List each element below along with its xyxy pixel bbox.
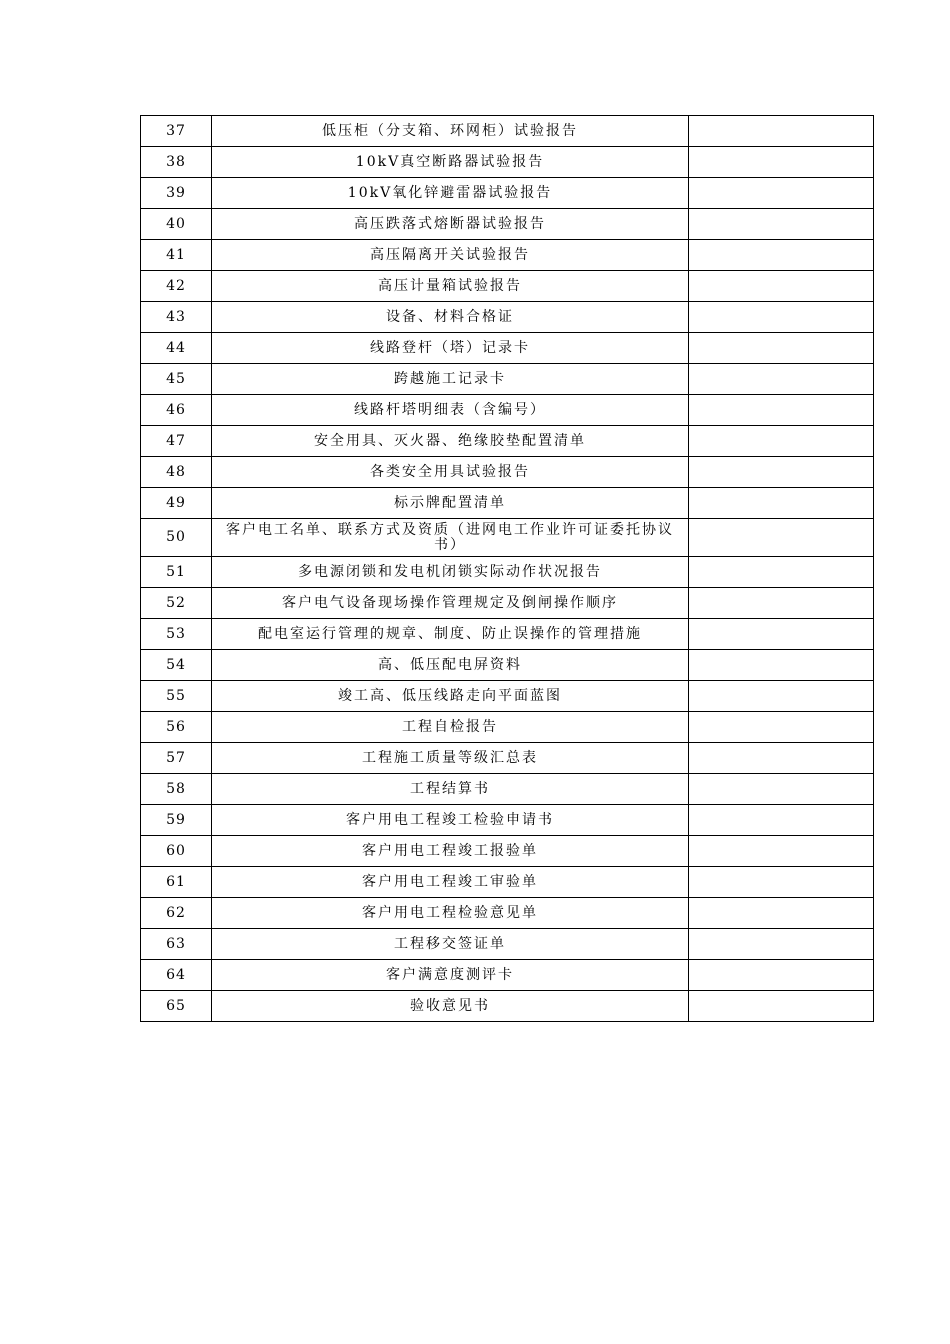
row-document-name: 工程施工质量等级汇总表 [212, 743, 689, 774]
row-document-name: 线路登杆（塔）记录卡 [212, 333, 689, 364]
row-document-name: 工程自检报告 [212, 712, 689, 743]
row-remark-cell [689, 426, 874, 457]
table-row [141, 991, 874, 1022]
row-remark-cell [689, 178, 874, 209]
row-document-name: 设备、材料合格证 [212, 302, 689, 333]
row-remark-cell [689, 774, 874, 805]
table-row [141, 333, 874, 364]
row-number: 39 [141, 178, 212, 209]
row-document-name: 10kV氧化锌避雷器试验报告 [212, 178, 689, 209]
row-remark-cell [689, 488, 874, 519]
row-document-name: 客户满意度测评卡 [212, 960, 689, 991]
row-number: 47 [141, 426, 212, 457]
row-remark-cell [689, 836, 874, 867]
row-number: 55 [141, 681, 212, 712]
row-document-name: 工程结算书 [212, 774, 689, 805]
row-document-name: 多电源闭锁和发电机闭锁实际动作状况报告 [212, 557, 689, 588]
row-number: 59 [141, 805, 212, 836]
row-number: 64 [141, 960, 212, 991]
row-document-name: 客户用电工程竣工检验申请书 [212, 805, 689, 836]
row-remark-cell [689, 557, 874, 588]
table-row [141, 488, 874, 519]
table-row [141, 650, 874, 681]
row-document-name: 验收意见书 [212, 991, 689, 1022]
row-remark-cell [689, 929, 874, 960]
row-number: 50 [141, 519, 212, 557]
row-remark-cell [689, 743, 874, 774]
row-number: 62 [141, 898, 212, 929]
row-number: 42 [141, 271, 212, 302]
row-number: 46 [141, 395, 212, 426]
row-document-name: 工程移交签证单 [212, 929, 689, 960]
row-number: 63 [141, 929, 212, 960]
row-document-name: 客户用电工程检验意见单 [212, 898, 689, 929]
table-row [141, 774, 874, 805]
row-number: 65 [141, 991, 212, 1022]
row-remark-cell [689, 991, 874, 1022]
table-row [141, 240, 874, 271]
table-row [141, 681, 874, 712]
row-document-name: 客户电气设备现场操作管理规定及倒闸操作顺序 [212, 588, 689, 619]
row-document-name: 客户用电工程竣工审验单 [212, 867, 689, 898]
row-document-name: 配电室运行管理的规章、制度、防止误操作的管理措施 [212, 619, 689, 650]
table-row [141, 836, 874, 867]
table-row [141, 519, 874, 557]
row-document-name: 高压隔离开关试验报告 [212, 240, 689, 271]
table-row [141, 147, 874, 178]
row-document-name: 高压跌落式熔断器试验报告 [212, 209, 689, 240]
table-row [141, 364, 874, 395]
row-remark-cell [689, 333, 874, 364]
row-document-name: 竣工高、低压线路走向平面蓝图 [212, 681, 689, 712]
row-document-name: 高、低压配电屏资料 [212, 650, 689, 681]
row-number: 51 [141, 557, 212, 588]
row-document-name: 标示牌配置清单 [212, 488, 689, 519]
row-document-name: 客户电工名单、联系方式及资质（进网电工作业许可证委托协议书） [212, 519, 689, 557]
row-document-name: 跨越施工记录卡 [212, 364, 689, 395]
row-remark-cell [689, 588, 874, 619]
row-number: 48 [141, 457, 212, 488]
row-remark-cell [689, 395, 874, 426]
table-row [141, 457, 874, 488]
table-row [141, 929, 874, 960]
row-document-name: 安全用具、灭火器、绝缘胶垫配置清单 [212, 426, 689, 457]
row-document-name: 高压计量箱试验报告 [212, 271, 689, 302]
row-number: 38 [141, 147, 212, 178]
row-number: 40 [141, 209, 212, 240]
row-number: 61 [141, 867, 212, 898]
document-checklist-table [140, 115, 874, 1022]
row-document-name: 低压柜（分支箱、环网柜）试验报告 [212, 116, 689, 147]
table-row [141, 712, 874, 743]
table-row [141, 271, 874, 302]
row-number: 37 [141, 116, 212, 147]
row-remark-cell [689, 960, 874, 991]
table-row [141, 588, 874, 619]
row-number: 52 [141, 588, 212, 619]
row-number: 54 [141, 650, 212, 681]
table-row [141, 302, 874, 333]
row-remark-cell [689, 619, 874, 650]
table-row [141, 867, 874, 898]
row-remark-cell [689, 240, 874, 271]
row-remark-cell [689, 681, 874, 712]
row-remark-cell [689, 209, 874, 240]
row-remark-cell [689, 364, 874, 395]
row-number: 41 [141, 240, 212, 271]
table-row [141, 743, 874, 774]
row-number: 56 [141, 712, 212, 743]
row-document-name: 各类安全用具试验报告 [212, 457, 689, 488]
table-row [141, 960, 874, 991]
row-number: 49 [141, 488, 212, 519]
row-remark-cell [689, 650, 874, 681]
row-remark-cell [689, 867, 874, 898]
row-remark-cell [689, 898, 874, 929]
row-remark-cell [689, 302, 874, 333]
table-row [141, 898, 874, 929]
row-remark-cell [689, 805, 874, 836]
row-remark-cell [689, 712, 874, 743]
row-remark-cell [689, 519, 874, 557]
row-document-name: 10kV真空断路器试验报告 [212, 147, 689, 178]
row-number: 43 [141, 302, 212, 333]
row-number: 57 [141, 743, 212, 774]
table-row [141, 805, 874, 836]
table-row [141, 426, 874, 457]
table-row [141, 557, 874, 588]
row-remark-cell [689, 271, 874, 302]
row-document-name: 客户用电工程竣工报验单 [212, 836, 689, 867]
table-row [141, 178, 874, 209]
row-document-name: 线路杆塔明细表（含编号） [212, 395, 689, 426]
row-number: 58 [141, 774, 212, 805]
row-number: 45 [141, 364, 212, 395]
table-row [141, 619, 874, 650]
table-row [141, 395, 874, 426]
row-number: 60 [141, 836, 212, 867]
row-remark-cell [689, 147, 874, 178]
row-number: 44 [141, 333, 212, 364]
row-number: 53 [141, 619, 212, 650]
row-remark-cell [689, 457, 874, 488]
table-row [141, 209, 874, 240]
row-remark-cell [689, 116, 874, 147]
table-row [141, 116, 874, 147]
